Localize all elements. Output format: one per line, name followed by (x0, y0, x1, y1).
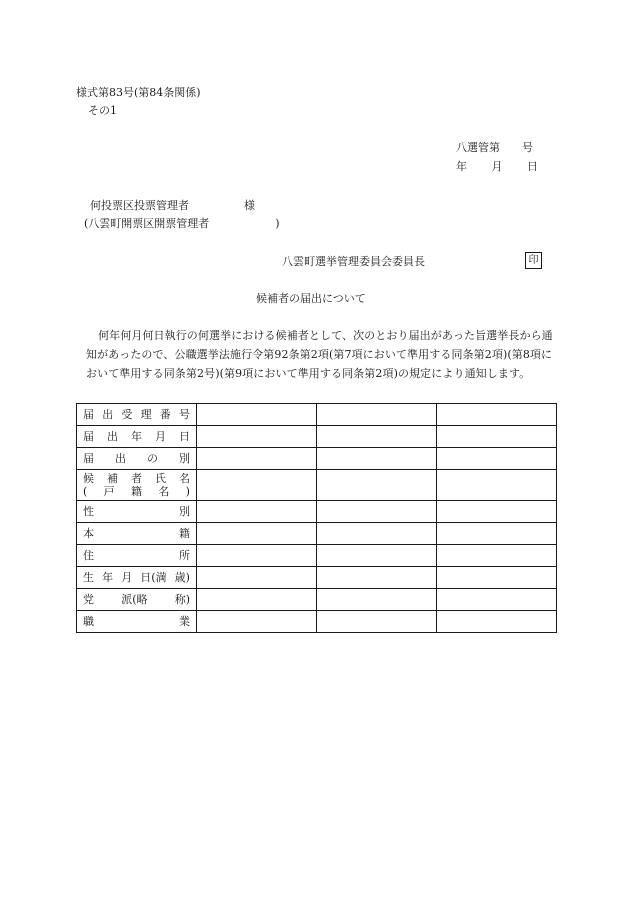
entry-cell[interactable] (437, 523, 557, 545)
row-label-char: 戸 (103, 485, 115, 498)
seal-mark: 印 (525, 252, 542, 269)
row-label-char: 号 (178, 408, 190, 421)
candidate-table (76, 403, 557, 633)
row-label-char: 籍 (179, 527, 190, 540)
addressee-alt-line: (八雲町開票区開票管理者 ) (84, 217, 280, 230)
row-label-char: 届 (83, 452, 94, 465)
row-label-char: 届 (83, 408, 94, 421)
entry-cell[interactable] (317, 448, 437, 470)
row-label (77, 589, 197, 611)
row-label-char: 名 (158, 485, 170, 498)
entry-cell[interactable] (317, 470, 437, 501)
month-label: 月 (491, 160, 503, 173)
document-number: 八選管第 号 (456, 141, 533, 154)
row-label (77, 611, 197, 633)
row-label (77, 426, 197, 448)
table-row (77, 501, 557, 523)
row-label-char: 受 (121, 408, 133, 421)
row-label-char: 理 (140, 408, 152, 421)
row-label-char: の (147, 452, 158, 465)
row-label-char: 出 (115, 452, 126, 465)
row-label-char: 年 (102, 571, 114, 584)
row-label-char: ) (185, 485, 190, 498)
form-number: 様式第83号(第84条関係) (76, 86, 201, 99)
row-label-char: 職 (83, 615, 94, 628)
row-label-char: 番 (159, 408, 171, 421)
table-row (77, 426, 557, 448)
sender-name: 八雲町選挙管理委員会委員長 (282, 255, 425, 268)
entry-cell[interactable] (437, 426, 557, 448)
document-title: 候補者の届出について (256, 292, 366, 305)
row-label (77, 404, 197, 426)
entry-cell[interactable] (437, 589, 557, 611)
entry-cell[interactable] (197, 523, 317, 545)
row-label-char: 党 (83, 593, 94, 606)
row-label-char: 届 (83, 430, 94, 443)
entry-cell[interactable] (317, 404, 437, 426)
entry-cell[interactable] (197, 545, 317, 567)
entry-cell[interactable] (437, 404, 557, 426)
addressee-line: 何投票区投票管理者 様 (90, 199, 255, 212)
row-label-char: 別 (179, 452, 190, 465)
row-label-char: 者 (131, 472, 142, 485)
entry-cell[interactable] (197, 589, 317, 611)
row-label-char: 氏 (155, 472, 166, 485)
row-label-char: 所 (179, 549, 190, 562)
row-label-char: 補 (107, 472, 118, 485)
table-row (77, 448, 557, 470)
row-label (77, 523, 197, 545)
entry-cell[interactable] (197, 448, 317, 470)
row-label-char: 称) (174, 593, 190, 606)
row-label-char: 月 (121, 571, 133, 584)
table-row (77, 611, 557, 633)
row-label-char: 候 (83, 472, 94, 485)
entry-cell[interactable] (197, 404, 317, 426)
row-label (77, 470, 197, 501)
row-label-char: 歳) (174, 571, 190, 584)
entry-cell[interactable] (197, 611, 317, 633)
entry-cell[interactable] (317, 523, 437, 545)
entry-cell[interactable] (197, 470, 317, 501)
entry-cell[interactable] (317, 567, 437, 589)
entry-cell[interactable] (197, 426, 317, 448)
body-paragraph: 何年何月何日執行の何選挙における候補者として、次のとおり届出があった旨選挙長から通知があったので、公職選挙法施行令第92条第2項(第7項において準用する同条第2項)(第8項において準用する同条第2号)(第9項において準用する同条第2項)の規定により通知します。 (86, 329, 553, 380)
row-label-char: 日 (179, 430, 190, 443)
row-label-char: 住 (83, 549, 94, 562)
entry-cell[interactable] (437, 567, 557, 589)
row-label-char: 業 (179, 615, 190, 628)
table-row (77, 523, 557, 545)
row-label (77, 501, 197, 523)
document-date (456, 160, 538, 174)
row-label (77, 448, 197, 470)
row-label-char: 年 (131, 430, 142, 443)
sub-number: その1 (88, 104, 117, 117)
row-label-char: 本 (83, 527, 94, 540)
table-row (77, 470, 557, 501)
row-label-char: 派(略 (121, 593, 148, 606)
entry-cell[interactable] (317, 589, 437, 611)
row-label (77, 567, 197, 589)
entry-cell[interactable] (437, 448, 557, 470)
entry-cell[interactable] (197, 501, 317, 523)
entry-cell[interactable] (197, 567, 317, 589)
row-label-char: 別 (179, 505, 190, 518)
row-label-char: 月 (155, 430, 166, 443)
row-label-char: 出 (107, 430, 118, 443)
year-label: 年 (456, 160, 467, 173)
entry-cell[interactable] (317, 611, 437, 633)
entry-cell[interactable] (437, 470, 557, 501)
table-row (77, 545, 557, 567)
row-label-char: 名 (179, 472, 190, 485)
row-label-char: ( (83, 485, 88, 498)
row-label-char: 籍 (130, 485, 142, 498)
day-label: 日 (527, 160, 538, 173)
row-label-char: 生 (83, 571, 94, 584)
table-row (77, 589, 557, 611)
entry-cell[interactable] (437, 501, 557, 523)
table-row (77, 567, 557, 589)
row-label (77, 545, 197, 567)
entry-cell[interactable] (437, 545, 557, 567)
entry-cell[interactable] (317, 501, 437, 523)
row-label-char: 性 (83, 505, 94, 518)
entry-cell[interactable] (437, 611, 557, 633)
row-label-char: 出 (102, 408, 114, 421)
entry-cell[interactable] (317, 545, 437, 567)
row-label-char: 日(満 (140, 571, 167, 584)
entry-cell[interactable] (317, 426, 437, 448)
table-row (77, 404, 557, 426)
